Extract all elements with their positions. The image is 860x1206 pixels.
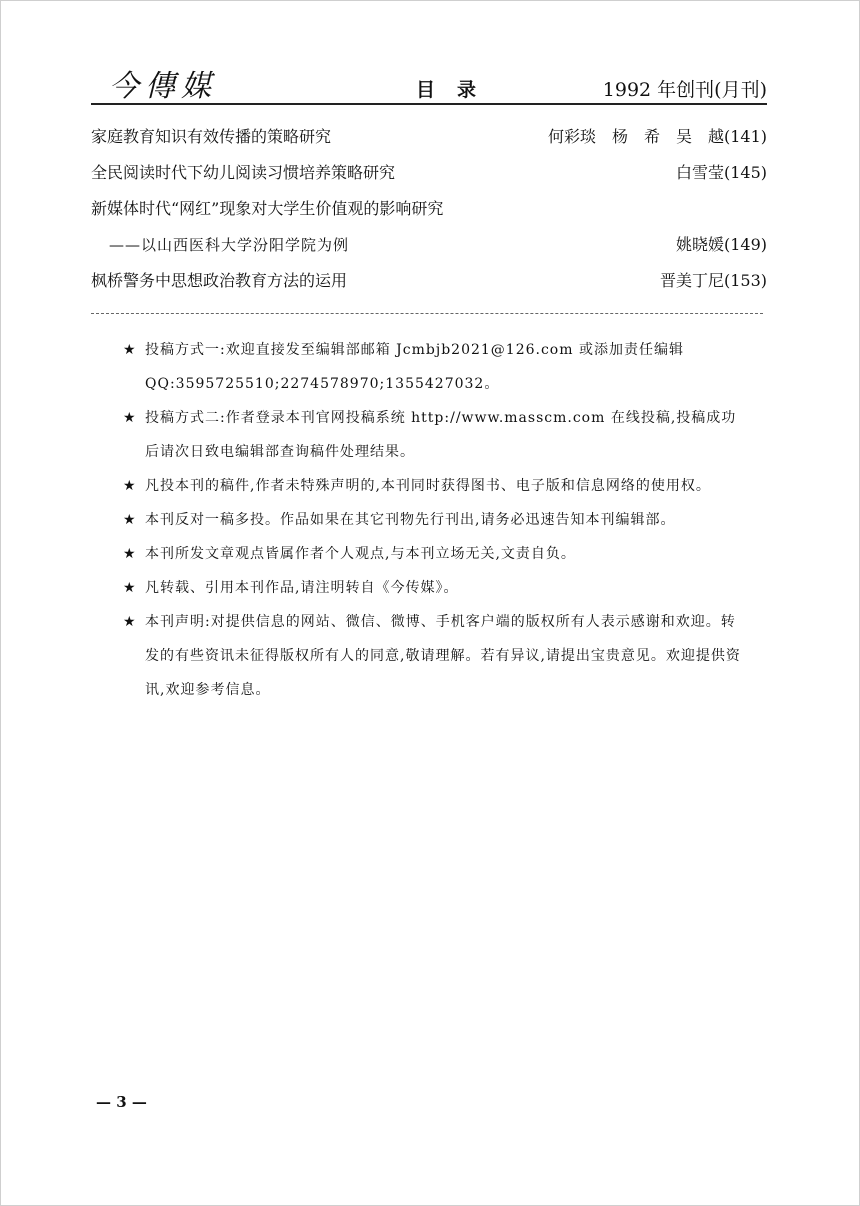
- notice-text: 本刊所发文章观点皆属作者个人观点,与本刊立场无关,文责自负。: [145, 546, 576, 562]
- toc-entry-title: ——以山西医科大学汾阳学院为例: [109, 236, 350, 254]
- star-icon: ★: [123, 478, 137, 494]
- toc-entry-authors: 白雪莹(145): [675, 163, 767, 182]
- toc-entry[interactable]: [91, 119, 767, 155]
- notice-item: [123, 537, 743, 571]
- star-icon: ★: [123, 410, 137, 426]
- submission-notices: [123, 333, 743, 707]
- notice-item: [123, 333, 743, 401]
- notice-item: [123, 469, 743, 503]
- star-icon: ★: [123, 546, 137, 562]
- founding-info: 1992 年创刊(月刊): [602, 79, 767, 101]
- dashed-divider: [91, 313, 763, 314]
- toc-entry[interactable]: [91, 263, 767, 299]
- notice-text: 投稿方式一:欢迎直接发至编辑部邮箱 Jcmbjb2021@126.com 或添加责任编辑 QQ:3595725510;2274578970;1355427032。: [145, 342, 684, 392]
- toc-entry-title: 家庭教育知识有效传播的策略研究: [91, 127, 332, 146]
- table-of-contents: [91, 119, 767, 299]
- star-icon: ★: [123, 512, 137, 528]
- journal-masthead-logo: 今傳媒: [109, 69, 217, 104]
- notice-text: 投稿方式二:作者登录本刊官网投稿系统 http://www.masscm.com 在线投稿,投稿成功后请次日致电编辑部查询稿件处理结果。: [145, 410, 737, 460]
- page-header: [91, 59, 767, 105]
- notice-text: 凡投本刊的稿件,作者未特殊声明的,本刊同时获得图书、电子版和信息网络的使用权。: [145, 478, 711, 494]
- notice-text: 凡转载、引用本刊作品,请注明转自《今传媒》。: [145, 580, 459, 596]
- toc-entry[interactable]: [91, 155, 767, 191]
- toc-entry-subtitle[interactable]: [91, 227, 767, 263]
- toc-entry-authors: 姚晓媛(149): [675, 235, 767, 254]
- notice-text: 本刊声明:对提供信息的网站、微信、微博、手机客户端的版权所有人表示感谢和欢迎。转发的有些资讯未征得版权所有人的同意,敬请理解。若有异议,请提出宝贵意见。欢迎提供资讯,欢迎参考信息。: [145, 614, 741, 698]
- page-number: — 3 —: [96, 1093, 147, 1111]
- notice-item: [123, 605, 743, 707]
- toc-entry-title: 枫桥警务中思想政治教育方法的运用: [91, 271, 348, 290]
- notice-item: [123, 571, 743, 605]
- star-icon: ★: [123, 342, 137, 358]
- notice-item: [123, 503, 743, 537]
- star-icon: ★: [123, 614, 137, 630]
- toc-entry-title: 全民阅读时代下幼儿阅读习惯培养策略研究: [91, 163, 396, 182]
- toc-entry-authors: 晋美丁尼(153): [659, 271, 767, 290]
- notice-text: 本刊反对一稿多投。作品如果在其它刊物先行刊出,请务必迅速告知本刊编辑部。: [145, 512, 676, 528]
- toc-entry[interactable]: [91, 191, 767, 227]
- notice-item: [123, 401, 743, 469]
- star-icon: ★: [123, 580, 137, 596]
- toc-entry-authors: 何彩琰 杨 希 吴 越(141): [547, 127, 767, 146]
- table-of-contents-title: 目录: [416, 79, 499, 101]
- toc-entry-title: 新媒体时代“网红”现象对大学生价值观的影响研究: [91, 199, 444, 218]
